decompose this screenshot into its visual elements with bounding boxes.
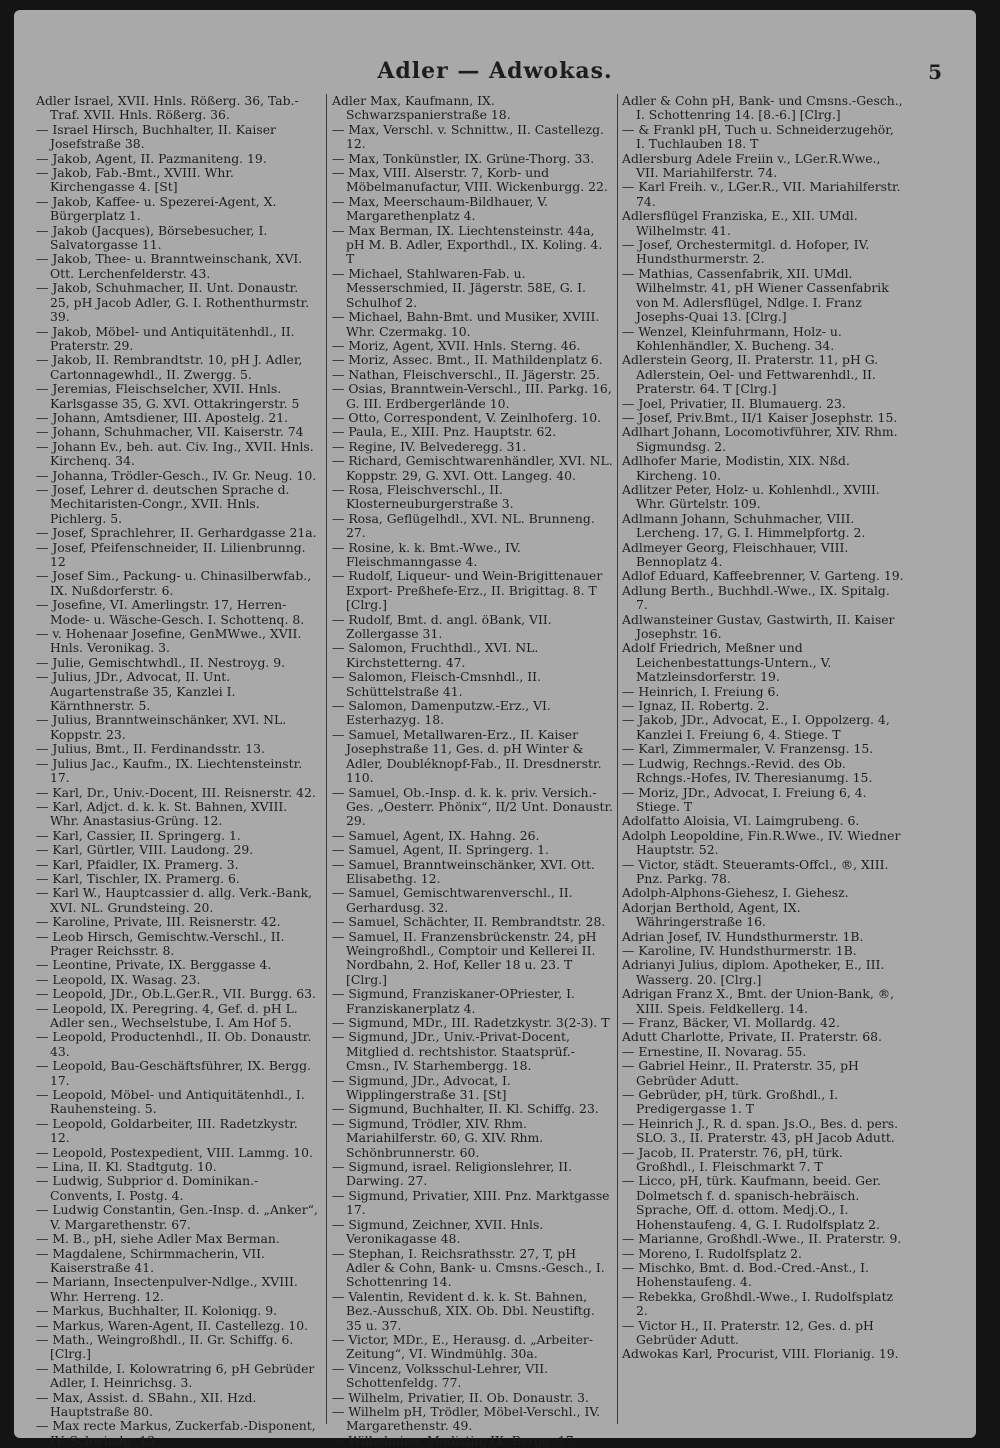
directory-entry: — Gebrüder, pH, türk. Großhdl., I. Predigergasse 1. T bbox=[622, 1087, 839, 1117]
directory-entry: — Leopold, Bau-Geschäftsführer, IX. Bergg. 17. bbox=[36, 1058, 311, 1088]
directory-entry: Adrigan Franz X., Bmt. der Union-Bank, ®, XIII. Speis. Feldkellerg. 14. bbox=[622, 986, 895, 1016]
directory-entry: — Mariann, Insectenpulver-Ndlge., XVIII. Whr. Herreng. 12. bbox=[36, 1274, 298, 1304]
directory-entry: Adolph-Alphons-Giehesz, I. Giehesz. bbox=[622, 885, 849, 901]
directory-entry: — Samuel, Agent, IX. Hahng. 26. bbox=[332, 827, 540, 843]
directory-entry: — Leopold, Productenhdl., II. Ob. Donaustr. 43. bbox=[36, 1029, 312, 1059]
directory-entry: — Marianne, Großhdl.-Wwe., II. Praterstr. 9. bbox=[622, 1231, 902, 1247]
directory-entry: Adlmann Johann, Schuhmacher, VIII. Lercheng. 17, G. I. Himmelpfortg. 2. bbox=[622, 510, 866, 541]
directory-entry: — Osias, Branntwein-Verschl., III. Parkg. 16, G. III. Erdbergerlände 10. bbox=[332, 381, 612, 411]
directory-entry: — Salomon, Fruchthdl., XVI. NL. Kirchstetterng. 47. bbox=[332, 640, 539, 670]
directory-entry: — & Frankl pH, Tuch u. Schneiderzugehör, I. Tuchlauben 18. T bbox=[622, 121, 894, 152]
directory-entry: — Sigmund, Privatier, XIII. Pnz. Marktgasse 17. bbox=[332, 1187, 610, 1218]
directory-entry: — Mischko, Bmt. d. Bod.-Cred.-Anst., I. Hohenstaufeng. 4. bbox=[622, 1259, 869, 1290]
directory-entry: — Josef, Sprachlehrer, II. Gerhardgasse 21a. bbox=[36, 525, 317, 541]
directory-entry: — Sigmund, israel. Religionslehrer, II. Darwing. 27. bbox=[332, 1159, 573, 1189]
directory-entry: — Karoline, IV. Hundsthurmerstr. 1B. bbox=[622, 942, 857, 958]
directory-entry: Adolph Leopoldine, Fin.R.Wwe., IV. Wiedner Hauptstr. 52. bbox=[622, 827, 901, 858]
directory-entry: — Sigmund, Trödler, XIV. Rhm. Mariahilferstr. 60, G. XIV. Rhm. Schönbrunnerstr. 60. bbox=[332, 1115, 544, 1160]
directory-entry: — Samuel, Gemischtwarenverschl., II. Gerhardusg. 32. bbox=[332, 885, 573, 915]
directory-entry: — Leopold, Goldarbeiter, III. Radetzkystr. 12. bbox=[36, 1115, 298, 1146]
directory-entry: Adrianyi Julius, diplom. Apotheker, E., III. Wasserg. 20. [Clrg.] bbox=[622, 957, 885, 987]
directory-entry: — Karoline, Private, III. Reisnerstr. 42. bbox=[36, 914, 281, 930]
directory-entry: — Sigmund, Zeichner, XVII. Hnls. Veronikagasse 48. bbox=[332, 1216, 544, 1247]
directory-entry: — Moriz, JDr., Advocat, I. Freiung 6, 4. Stiege. T bbox=[622, 784, 867, 814]
directory-entry: — Samuel, Schächter, II. Rembrandtstr. 28. bbox=[332, 914, 606, 930]
directory-entry: — Moreno, I. Rudolfsplatz 2. bbox=[622, 1245, 802, 1261]
directory-entry: — Max, Tonkünstler, IX. Grüne-Thorg. 33. bbox=[332, 150, 595, 166]
directory-entry: — Josef Sim., Packung- u. Chinasilberwfab., IX. Nußdorferstr. 6. bbox=[36, 568, 312, 598]
directory-entry: — Johanna, Trödler-Gesch., IV. Gr. Neug. 10. bbox=[36, 467, 317, 483]
directory-entry: — Lina, II. Kl. Stadtgutg. 10. bbox=[36, 1159, 217, 1175]
directory-entry: — Moriz, Assec. Bmt., II. Mathildenplatz 6. bbox=[332, 352, 603, 368]
directory-entry: Adler & Cohn pH, Bank- und Cmsns.-Gesch., I. Schottenring 14. [8.-6.] [Clrg.] bbox=[622, 93, 903, 123]
directory-entry: — Josef, Orchestermitgl. d. Hofoper, IV. Hundsthurmerstr. 2. bbox=[622, 237, 870, 267]
directory-entry: — Sigmund, MDr., III. Radetzkystr. 3(2-3). T bbox=[332, 1015, 610, 1030]
column-3 bbox=[622, 94, 904, 1424]
directory-entry: — Josef, Priv.Bmt., II/1 Kaiser Josephstr. 15. bbox=[622, 409, 898, 425]
directory-entry: Adlerstein Georg, II. Praterstr. 11, pH G. Adlerstein, Oel- und Fettwarenhdl., II. Praterstr. 64. T [Clrg.] bbox=[622, 352, 879, 397]
directory-entry: — Karl, Pfaidler, IX. Pramerg. 3. bbox=[36, 856, 239, 872]
directory-entry: — Victor H., II. Praterstr. 12, Ges. d. pH Gebrüder Adutt. bbox=[622, 1317, 874, 1347]
directory-entry: — Sigmund, JDr., Advocat, I. Wipplingerstraße 31. [St] bbox=[332, 1072, 511, 1103]
directory-entry: — Richard, Gemischtwarenhändler, XVI. NL. Koppstr. 29, G. XVI. Ott. Langeg. 40. bbox=[332, 453, 613, 483]
directory-entry: — Samuel, Agent, II. Springerg. 1. bbox=[332, 842, 549, 858]
directory-entry: — Joel, Privatier, II. Blumauerg. 23. bbox=[622, 395, 846, 411]
directory-entry: — Salomon, Fleisch-Cmsnhdl., II. Schüttelstraße 41. bbox=[332, 669, 542, 699]
directory-entry: — Josefine, VI. Amerlingstr. 17, Herren-Mode- u. Wäsche-Gesch. I. Schottenq. 8. bbox=[36, 597, 305, 627]
directory-entry: — Leopold, JDr., Ob.L.Ger.R., VII. Burgg. 63. bbox=[36, 986, 316, 1002]
directory-entry: — Rudolf, Liqueur- und Wein-Brigittenauer Export- Preßhefe-Erz., II. Brigittag. 8. T [Clrg.] bbox=[332, 568, 603, 613]
directory-entry: — M. B., pH, siehe Adler Max Berman. bbox=[36, 1231, 280, 1247]
directory-entry: Adlersflügel Franziska, E., XII. UMdl. Wilhelmstr. 41. bbox=[622, 208, 858, 238]
directory-entry: — Moriz, Agent, XVII. Hnls. Sterng. 46. bbox=[332, 337, 581, 353]
directory-entry: — v. Hohenaar Josefine, GenMWwe., XVII. Hnls. Veronikag. 3. bbox=[36, 626, 302, 656]
directory-entry: — Karl, Dr., Univ.-Docent, III. Reisnerstr. 42. bbox=[36, 784, 316, 800]
directory-entry: — Mathias, Cassenfabrik, XII. UMdl. Wilhelmstr. 41, pH Wiener Cassenfabrik von M. Adlersflügel, Ndlge. I. Franz Josephs-Quai 13. [Clrg.] bbox=[622, 265, 889, 325]
page-title: Adler — Adwokas. bbox=[377, 58, 613, 84]
directory-entry: — Jakob, Fab.-Bmt., XVIII. Whr. Kirchengasse 4. [St] bbox=[36, 165, 234, 195]
directory-entry: — Rosine, k. k. Bmt.-Wwe., IV. Fleischmanngasse 4. bbox=[332, 539, 521, 569]
directory-entry: — Josef, Pfeifenschneider, II. Lilienbrunng. 12 bbox=[36, 539, 306, 569]
directory-entry: — Licco, pH, türk. Kaufmann, beeid. Ger. Dolmetsch f. d. spanisch-hebräisch. Sprache, Off. d. ottom. Medj.O., I. Hohenstaufeng. 4, G. I. Rudolfsplatz 2. bbox=[622, 1173, 881, 1232]
directory-entry: Adlhofer Marie, Modistin, XIX. Nßd. Kircheng. 10. bbox=[622, 453, 850, 483]
directory-entry: — Jakob, Thee- u. Branntweinschank, XVI. Ott. Lerchenfelderstr. 43. bbox=[36, 251, 303, 281]
directory-entry: — Leopold, IX. Peregring. 4, Gef. d. pH L. Adler sen., Wechselstube, I. Am Hof 5. bbox=[36, 1000, 298, 1030]
directory-entry: — Wilhelm pH, Trödler, Möbel-Verschl., IV. Margarethenstr. 49. bbox=[332, 1403, 601, 1434]
directory-entry: — Samuel, II. Franzensbrückenstr. 24, pH Weingroßhdl., Comptoir und Kellerei II. Nordbahn, 2. Hof, Keller 18 u. 23. T [Clrg.] bbox=[332, 928, 597, 987]
directory-entry: Adolfatto Aloisia, VI. Laimgrubeng. 6. bbox=[622, 813, 860, 829]
directory-entry: — Max recte Markus, Zuckerfab.-Disponent, IV. Schwindg. 13. bbox=[36, 1418, 316, 1448]
directory-entry: — Wilhelmine, Modistin, IX. Bergg. 17. bbox=[332, 1432, 578, 1448]
directory-entry: — Karl, Adjct. d. k. k. St. Bahnen, XVIII. Whr. Anastasius-Grüng. 12. bbox=[36, 798, 288, 829]
directory-entry: — Julius, JDr., Advocat, II. Unt. Augartenstraße 35, Kanzlei I. Kärnthnerstr. 5. bbox=[36, 669, 236, 714]
directory-entry: — Max, Assist. d. SBahn., XII. Hzd. Hauptstraße 80. bbox=[36, 1389, 257, 1419]
directory-entry: — Sigmund, Franziskaner-OPriester, I. Franziskanerplatz 4. bbox=[332, 986, 575, 1016]
directory-entry: — Samuel, Ob.-Insp. d. k. k. priv. Versich.-Ges. „Oesterr. Phönix“, II/2 Unt. Donaustr. 29. bbox=[332, 784, 613, 829]
directory-entry: — Magdalene, Schirmmacherin, VII. Kaiserstraße 41. bbox=[36, 1245, 265, 1275]
directory-entry: — Jeremias, Fleischselcher, XVII. Hnls. Karlsgasse 35, G. XVI. Ottakringerstr. 5 bbox=[36, 381, 300, 411]
directory-entry: — Julius, Branntweinschänker, XVI. NL. Koppstr. 23. bbox=[36, 712, 287, 742]
directory-entry: — Ernestine, II. Novarag. 55. bbox=[622, 1043, 807, 1059]
directory-entry: — Karl, Gürtler, VIII. Laudong. 29. bbox=[36, 842, 254, 858]
directory-entry: — Victor, MDr., E., Herausg. d. „Arbeiter-Zeitung“, VI. Windmühlg. 30a. bbox=[332, 1331, 594, 1362]
directory-entry: — Victor, städt. Steueramts-Offcl., ®, XIII. Pnz. Parkg. 78. bbox=[622, 856, 889, 886]
directory-entry: Adorjan Berthold, Agent, IX. Währingerstraße 16. bbox=[622, 899, 801, 930]
directory-entry: — Julius Jac., Kaufm., IX. Liechtensteinstr. 17. bbox=[36, 755, 303, 786]
directory-entry: — Max Berman, IX. Liechtensteinstr. 44a, pH M. B. Adler, Exporthdl., IX. Koling. 4. T bbox=[332, 222, 603, 267]
directory-entry: Adler Max, Kaufmann, IX. Schwarzspanierstraße 18. bbox=[332, 93, 511, 123]
directory-entry: — Johann Ev., beh. aut. Civ. Ing., XVII. Hnls. Kirchenq. 34. bbox=[36, 438, 314, 469]
directory-entry: — Nathan, Fleischverschl., II. Jägerstr. 25. bbox=[332, 366, 600, 382]
directory-entry: — Markus, Waren-Agent, II. Castellezg. 10. bbox=[36, 1317, 309, 1333]
directory-entry: — Math., Weingroßhdl., II. Gr. Schiffg. 6. [Clrg.] bbox=[36, 1331, 294, 1362]
column-divider bbox=[326, 94, 327, 1424]
directory-entry: — Leopold, Möbel- und Antiquitätenhdl., I. Rauhensteing. 5. bbox=[36, 1087, 305, 1117]
directory-entry: Adlitzer Peter, Holz- u. Kohlenhdl., XVIII. Whr. Gürtelstr. 109. bbox=[622, 481, 880, 512]
directory-entry: — Jakob (Jacques), Börsebesucher, I. Salvatorgasse 11. bbox=[36, 222, 268, 253]
directory-entry: — Julius, Bmt., II. Ferdinandsstr. 13. bbox=[36, 741, 265, 757]
directory-entry: — Sigmund, Buchhalter, II. Kl. Schiffg. 23. bbox=[332, 1101, 599, 1117]
column-divider bbox=[617, 94, 618, 1424]
directory-entry: — Rosa, Geflügelhdl., XVI. NL. Brunneng. 27. bbox=[332, 510, 595, 541]
directory-entry: — Johann, Amtsdiener, III. Apostelg. 21. bbox=[36, 409, 289, 425]
directory-entry: — Leopold, IX. Wasag. 23. bbox=[36, 971, 201, 987]
directory-entry: — Samuel, Branntweinschänker, XVI. Ott. Elisabethg. 12. bbox=[332, 856, 595, 886]
directory-entry: — Josef, Lehrer d. deutschen Sprache d. Mechitaristen-Congr., XVII. Hnls. Pichlerg. 5. bbox=[36, 481, 290, 526]
directory-entry: — Karl Freih. v., LGer.R., VII. Mariahilferstr. 74. bbox=[622, 179, 901, 209]
directory-entry: — Michael, Bahn-Bmt. und Musiker, XVIII. Whr. Czermakg. 10. bbox=[332, 309, 600, 339]
directory-entry: — Vincenz, Volksschul-Lehrer, VII. Schottenfeldg. 77. bbox=[332, 1360, 549, 1391]
directory-entry: — Leontine, Private, IX. Berggasse 4. bbox=[36, 957, 272, 973]
directory-entry: — Regine, IV. Belvederegg. 31. bbox=[332, 438, 527, 454]
directory-entry: — Karl W., Hauptcassier d. allg. Verk.-Bank, XVI. NL. Grundsteing. 20. bbox=[36, 885, 313, 915]
directory-entry: — Leopold, Postexpedient, VIII. Lammg. 10. bbox=[36, 1144, 313, 1160]
directory-entry: Adlof Eduard, Kaffeebrenner, V. Garteng. 19. bbox=[622, 568, 904, 584]
directory-entry: — Ignaz, II. Robertg. 2. bbox=[622, 698, 770, 714]
directory-entry: — Jakob, Schuhmacher, II. Unt. Donaustr. 25, pH Jacob Adler, G. I. Rothenthurmstr. 39. bbox=[36, 280, 310, 325]
directory-entry: — Jakob, II. Rembrandtstr. 10, pH J. Adler, Cartonnagewhdl., II. Zwergg. 5. bbox=[36, 352, 303, 382]
directory-entry: — Julie, Gemischtwhdl., II. Nestroyg. 9. bbox=[36, 654, 286, 670]
directory-entry: Adwokas Karl, Procurist, VIII. Florianig. 19. bbox=[622, 1346, 899, 1362]
directory-entry: — Jakob, JDr., Advocat, E., I. Oppolzerg. 4, Kanzlei I. Freiung 6, 4. Stiege. T bbox=[622, 712, 890, 742]
directory-entry: — Rudolf, Bmt. d. angl. öBank, VII. Zollergasse 31. bbox=[332, 611, 552, 642]
directory-entry: — Heinrich, I. Freiung 6. bbox=[622, 683, 780, 699]
directory-entry: Adlhart Johann, Locomotivführer, XIV. Rhm. Sigmundsg. 2. bbox=[622, 424, 898, 454]
directory-entry: — Mathilde, I. Kolowratring 6, pH Gebrüder Adler, I. Heinrichsg. 3. bbox=[36, 1360, 315, 1391]
directory-entry: — Jakob, Agent, II. Pazmaniteng. 19. bbox=[36, 150, 267, 166]
directory-entry: — Rebekka, Großhdl.-Wwe., I. Rudolfsplatz 2. bbox=[622, 1288, 894, 1319]
directory-entry: — Franz, Bäcker, VI. Mollardg. 42. bbox=[622, 1015, 840, 1030]
page-number: 5 bbox=[928, 60, 942, 84]
directory-entry: — Jacob, II. Praterstr. 76, pH, türk. Großhdl., I. Fleischmarkt 7. T bbox=[622, 1144, 843, 1175]
directory-entry: — Ludwig Constantin, Gen.-Insp. d. „Anker“, V. Margarethenstr. 67. bbox=[36, 1202, 318, 1232]
directory-entry: — Israel Hirsch, Buchhalter, II. Kaiser Josefstraße 38. bbox=[36, 121, 276, 152]
directory-entry: — Max, Meerschaum-Bildhauer, V. Margarethenplatz 4. bbox=[332, 193, 548, 224]
directory-entry: Adutt Charlotte, Private, II. Praterstr. 68. bbox=[622, 1029, 882, 1045]
directory-entry: — Otto, Correspondent, V. Zeinlhoferg. 10. bbox=[332, 409, 602, 425]
directory-entry: — Samuel, Metallwaren-Erz., II. Kaiser Josephstraße 11, Ges. d. pH Winter & Adler, Doubléknopf-Fab., II. Dresdnerstr. 110. bbox=[332, 726, 602, 786]
directory-entry: Adlwansteiner Gustav, Gastwirth, II. Kaiser Josephstr. 16. bbox=[622, 611, 895, 642]
directory-entry: Adlersburg Adele Freiin v., LGer.R.Wwe., VII. Mariahilferstr. 74. bbox=[622, 150, 881, 181]
directory-entry: — Karl, Cassier, II. Springerg. 1. bbox=[36, 827, 241, 843]
directory-entry: — Karl, Zimmermaler, V. Franzensg. 15. bbox=[622, 741, 874, 757]
column-2 bbox=[332, 93, 614, 1448]
directory-entry: — Wilhelm, Privatier, II. Ob. Donaustr. 3. bbox=[332, 1389, 589, 1405]
directory-entry: — Paula, E., XIII. Pnz. Hauptstr. 62. bbox=[332, 424, 557, 440]
directory-entry: — Salomon, Damenputzw.-Erz., VI. Esterhazyg. 18. bbox=[332, 698, 551, 728]
directory-entry: — Leob Hirsch, Gemischtw.-Verschl., II. Prager Reichsstr. 8. bbox=[36, 928, 285, 958]
directory-entry: — Ludwig, Subprior d. Dominikan.-Convents, I. Postg. 4. bbox=[36, 1173, 259, 1203]
directory-entry: — Jakob, Möbel- und Antiquitätenhdl., II. Praterstr. 29. bbox=[36, 323, 295, 353]
directory-entry: Adolf Friedrich, Meßner und Leichenbestattungs-Untern., V. Matzleinsdorferstr. 19. bbox=[622, 640, 832, 685]
page-header bbox=[14, 54, 976, 94]
directory-page bbox=[14, 10, 976, 1448]
directory-entry: — Michael, Stahlwaren-Fab. u. Messerschmied, II. Jägerstr. 58E, G. I. Schulhof 2. bbox=[332, 265, 586, 310]
directory-entry: — Max, Verschl. v. Schnittw., II. Castellezg. 12. bbox=[332, 121, 604, 152]
directory-entry: — Heinrich J., R. d. span. Js.O., Bes. d. pers. SLO. 3., II. Praterstr. 43, pH Jacob Adutt. bbox=[622, 1115, 899, 1146]
directory-entry: Adrian Josef, IV. Hundsthurmerstr. 1B. bbox=[622, 928, 864, 944]
directory-entry: — Gabriel Heinr., II. Praterstr. 35, pH Gebrüder Adutt. bbox=[622, 1058, 859, 1088]
directory-entry: Adlmeyer Georg, Fleischhauer, VIII. Bennoplatz 4. bbox=[622, 539, 849, 569]
directory-entry: — Max, VIII. Alserstr. 7, Korb- und Möbelmanufactur, VIII. Wickenburgg. 22. bbox=[332, 165, 608, 195]
directory-entry: — Markus, Buchhalter, II. Koloniqg. 9. bbox=[36, 1303, 278, 1319]
directory-entry: Adlung Berth., Buchhdl.-Wwe., IX. Spitalg. 7. bbox=[622, 582, 890, 613]
directory-entry: — Wenzel, Kleinfuhrmann, Holz- u. Kohlenhändler, X. Bucheng. 34. bbox=[622, 323, 842, 353]
directory-entry: — Rosa, Fleischverschl., II. Klosterneuburgerstraße 3. bbox=[332, 481, 514, 512]
directory-entry: — Karl, Tischler, IX. Pramerg. 6. bbox=[36, 870, 240, 886]
directory-entry: — Johann, Schuhmacher, VII. Kaiserstr. 74 bbox=[36, 424, 304, 440]
directory-entry: — Jakob, Kaffee- u. Spezerei-Agent, X. Bürgerplatz 1. bbox=[36, 193, 277, 224]
directory-entry: — Stephan, I. Reichsrathsstr. 27, T, pH Adler & Cohn, Bank- u. Cmsns.-Gesch., I. Schottenring 14. bbox=[332, 1245, 605, 1290]
column-1 bbox=[36, 93, 318, 1448]
directory-entry: — Valentin, Revident d. k. k. St. Bahnen, Bez.-Ausschuß, XIX. Ob. Dbl. Neustiftg. 35 u. 37. bbox=[332, 1288, 595, 1333]
directory-entry: — Ludwig, Rechngs.-Revid. des Ob. Rchngs.-Hofes, IV. Theresianumg. 15. bbox=[622, 755, 873, 786]
directory-entry: Adler Israel, XVII. Hnls. Rößerg. 36, Tab.-Traf. XVII. Hnls. Rößerg. 36. bbox=[36, 93, 299, 123]
directory-entry: — Sigmund, JDr., Univ.-Privat-Docent, Mitglied d. rechtshistor. Staatsprüf.-Cmsn., IV. Starhembergg. 18. bbox=[332, 1029, 575, 1074]
